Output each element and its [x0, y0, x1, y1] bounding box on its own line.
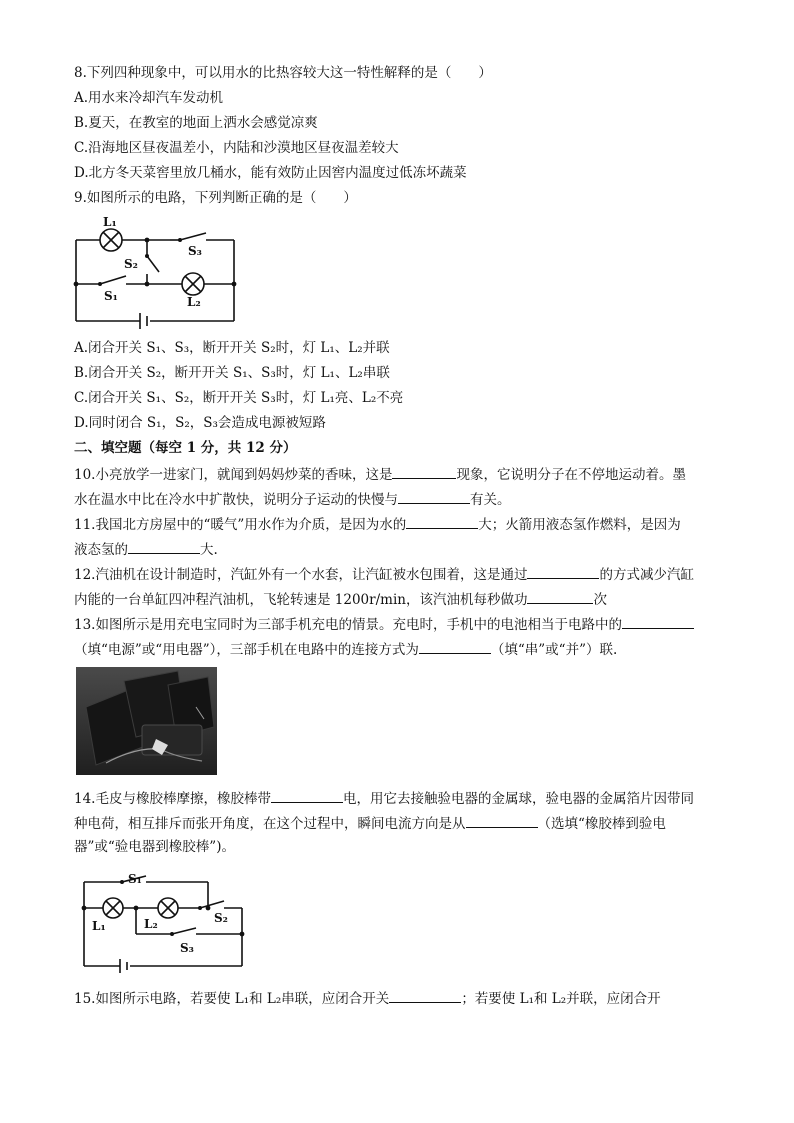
q13-line1 [74, 614, 694, 634]
answer-blank [527, 589, 593, 604]
answer-blank [419, 639, 491, 654]
q13-text-3: （填“串”或“并”）联. [490, 642, 618, 658]
circuit2-label-l2: L₂ [144, 917, 158, 931]
q10-text-4: 有关。 [470, 492, 511, 508]
answer-blank [128, 539, 200, 554]
q9-option-b: B.闭合开关 S₂，断开开关 S₁、S₃时，灯 L₁、L₂串联 [74, 365, 390, 381]
q12-text-4: 次 [593, 592, 607, 608]
q8-option-b: B.夏天，在教室的地面上洒水会感觉凉爽 [74, 115, 318, 131]
circuit1-label-s3: S₃ [188, 244, 202, 258]
q12-line1 [74, 564, 694, 584]
circuit2-label-l1: L₁ [92, 919, 106, 933]
q15-line1 [74, 988, 661, 1008]
circuit1-label-l1: L₁ [103, 215, 117, 229]
charging-phones-photo [76, 667, 217, 775]
q13-text-2: （填“电源”或“用电器”），三部手机在电路中的连接方式为 [74, 642, 419, 658]
answer-blank [271, 788, 343, 803]
q14-text-3: 种电荷，相互排斥而张开角度，在这个过程中，瞬间电流方向是从 [74, 816, 466, 832]
q9-option-a: A.闭合开关 S₁、S₃，断开开关 S₂时，灯 L₁、L₂并联 [74, 340, 390, 356]
q13-text-1: 13.如图所示是用充电宝同时为三部手机充电的情景。充电时，手机中的电池相当于电路中的 [74, 617, 622, 633]
answer-blank [389, 988, 461, 1003]
q12-line2 [74, 589, 607, 609]
q10-line1 [74, 464, 686, 484]
q8-option-d: D.北方冬天菜窖里放几桶水，能有效防止因窖内温度过低冻坏蔬菜 [74, 165, 467, 181]
q14-text-4: （选填“橡胶棒到验电 [537, 816, 666, 832]
q14-text-2: 电，用它去接触验电器的金属球，验电器的金属箔片因带同 [342, 791, 694, 807]
answer-blank [622, 614, 694, 629]
q12-text-2: 的方式减少汽缸 [599, 567, 694, 583]
q8-option-a: A.用水来冷却汽车发动机 [74, 90, 224, 106]
q15-text-2: ；若要使 L₁和 L₂并联，应闭合开 [461, 991, 661, 1007]
circuit-diagram-2 [76, 872, 246, 974]
section-heading-fill-in: 二、填空题（每空 1 分，共 12 分） [74, 440, 297, 456]
q13-line2 [74, 639, 617, 659]
answer-blank [398, 489, 470, 504]
answer-blank [392, 464, 456, 479]
circuit2-label-s2: S₂ [214, 911, 228, 925]
circuit1-label-l2: L₂ [187, 295, 201, 309]
q12-text-3: 内能的一台单缸四冲程汽油机，飞轮转速是 1200r/min，该汽油机每秒做功 [74, 592, 528, 608]
answer-blank [466, 813, 538, 828]
q8-stem: 8.下列四种现象中，可以用水的比热容较大这一特性解释的是（ ） [74, 65, 492, 81]
q12-text-1: 12.汽油机在设计制造时，汽缸外有一个水套，让汽缸被水包围着，这是通过 [74, 567, 528, 583]
circuit2-label-s1: S₁ [128, 872, 142, 886]
q8-option-c: C.沿海地区昼夜温差小，内陆和沙漠地区昼夜温差较大 [74, 140, 399, 156]
circuit2-label-s3: S₃ [180, 941, 194, 955]
q11-text-1: 11.我国北方房屋中的“暖气”用水作为介质，是因为水的 [74, 517, 407, 533]
q9-stem: 9.如图所示的电路，下列判断正确的是（ ） [74, 190, 357, 206]
q10-text-1: 10.小亮放学一进家门，就闻到妈妈炒菜的香味，这是 [74, 467, 393, 483]
q10-text-3: 水在温水中比在冷水中扩散快，说明分子运动的快慢与 [74, 492, 398, 508]
q11-text-3: 液态氢的 [74, 542, 128, 558]
q9-option-c: C.闭合开关 S₁、S₂，断开开关 S₃时，灯 L₁亮、L₂不亮 [74, 390, 404, 406]
answer-blank [527, 564, 599, 579]
q14-text-1: 14.毛皮与橡胶棒摩擦，橡胶棒带 [74, 791, 271, 807]
q9-option-d: D.同时闭合 S₁，S₂，S₃会造成电源被短路 [74, 415, 326, 431]
q15-text-1: 15.如图所示电路，若要使 L₁和 L₂串联，应闭合开关 [74, 991, 390, 1007]
answer-blank [406, 514, 478, 529]
circuit1-label-s2: S₂ [124, 257, 138, 271]
q11-line1 [74, 514, 681, 534]
q11-text-2: 大；火箭用液态氢作燃料，是因为 [478, 517, 681, 533]
q11-line2 [74, 539, 218, 559]
q10-text-2: 现象，它说明分子在不停地运动着。墨 [456, 467, 686, 483]
q10-line2 [74, 489, 511, 509]
circuit-diagram-1 [70, 212, 240, 332]
circuit1-label-s1: S₁ [104, 289, 118, 303]
q14-line2 [74, 813, 666, 833]
q14-line1 [74, 788, 694, 808]
q11-text-4: 大. [200, 542, 218, 558]
q14-line3: 器”或“验电器到橡胶棒”)。 [74, 839, 235, 855]
